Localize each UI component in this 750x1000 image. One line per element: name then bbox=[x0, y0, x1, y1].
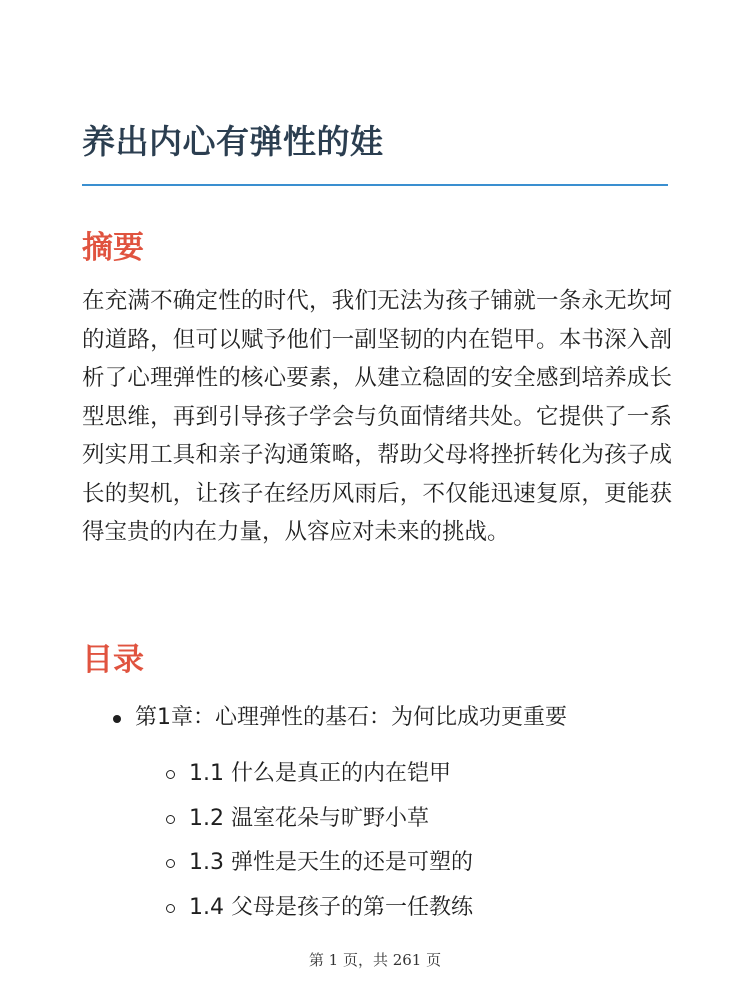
circle-bullet-icon bbox=[166, 904, 175, 913]
page-number-footer: 第 1 页，共 261 页 bbox=[308, 951, 442, 969]
toc-section-1-3[interactable] bbox=[82, 845, 682, 890]
toc-heading: 目录 bbox=[82, 642, 144, 678]
toc-section-1-4[interactable] bbox=[82, 890, 682, 935]
toc-section-label: 1.1 什么是真正的内在铠甲 bbox=[189, 761, 451, 786]
circle-bullet-icon bbox=[166, 859, 175, 868]
toc-section-1-1[interactable] bbox=[82, 756, 682, 801]
toc-section-label: 1.3 弹性是天生的还是可塑的 bbox=[189, 850, 473, 875]
disc-bullet-icon bbox=[113, 715, 121, 723]
circle-bullet-icon bbox=[166, 815, 175, 824]
toc-section-1-2[interactable] bbox=[82, 801, 682, 846]
toc-list bbox=[82, 700, 682, 934]
toc-chapter-label: 第1章：心理弹性的基石：为何比成功更重要 bbox=[135, 705, 567, 730]
circle-bullet-icon bbox=[166, 770, 175, 779]
title-divider bbox=[82, 184, 668, 186]
document-title: 养出内心有弹性的娃 bbox=[82, 122, 384, 161]
summary-heading: 摘要 bbox=[82, 230, 144, 266]
toc-chapter-1[interactable] bbox=[82, 700, 682, 934]
toc-section-label: 1.2 温室花朵与旷野小草 bbox=[189, 805, 429, 831]
toc-section-list bbox=[135, 756, 682, 934]
toc-section-label: 1.4 父母是孩子的第一任教练 bbox=[189, 894, 473, 920]
summary-paragraph: 在充满不确定性的时代，我们无法为孩子铺就一条永无坎坷的道路，但可以赋予他们一副坚韧的内在铠甲。本书深入剖析了心理弹性的核心要素，从建立稳固的安全感到培养成长型思维，再到引导孩子学会与负面情绪共处。它提供了一系列实用工具和亲子沟通策略，帮助父母将挫折转化为孩子成长的契机，让孩子在经历风雨后，不仅能迅速复原，更能获得宝贵的内在力量，从容应对未来的挑战。 bbox=[82, 288, 672, 545]
